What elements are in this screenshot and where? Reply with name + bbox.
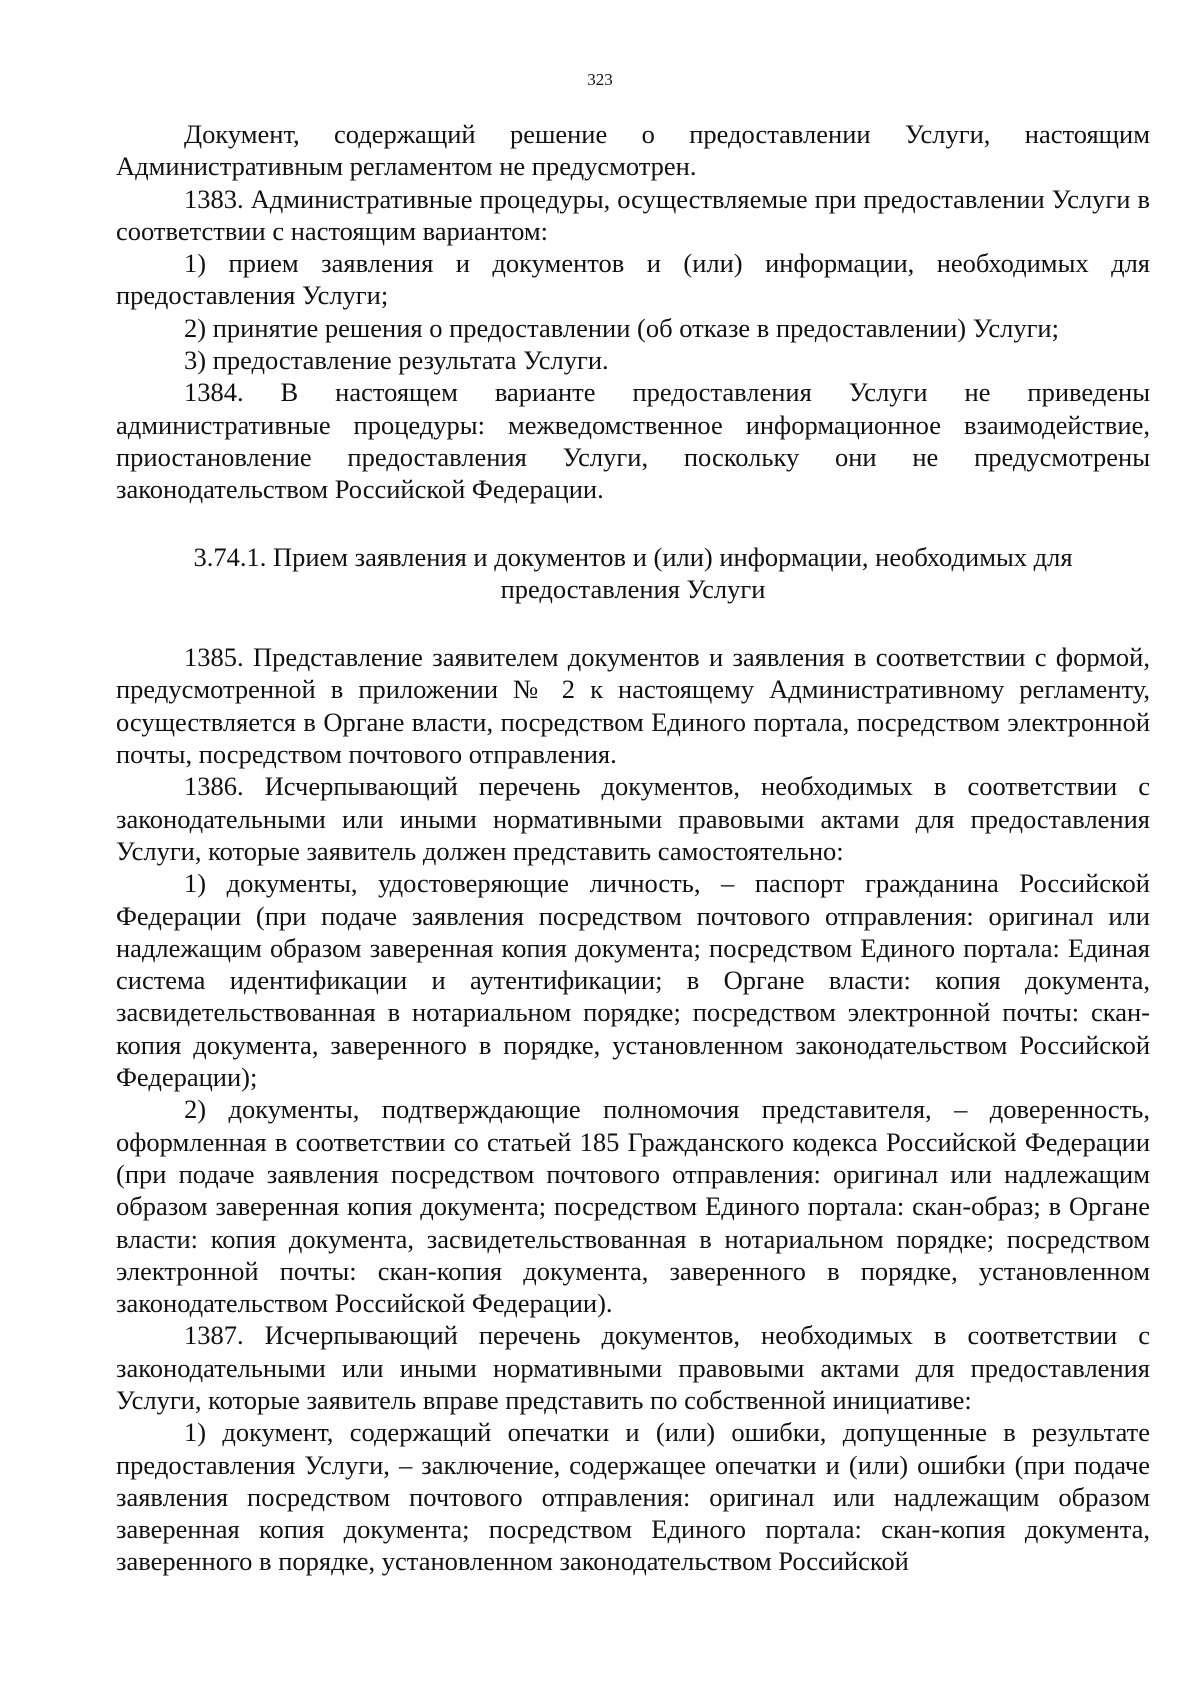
list-item: 3) предоставление результата Услуги.: [184, 345, 609, 376]
paragraph: 1386. Исчерпывающий перечень документов, необходимых в соответствии с законодательными или иными нормативными правовыми актами для предоставления Услуги, которые заявитель должен представить самостоятельно:: [116, 771, 1150, 866]
list-item: 2) принятие решения о предоставлении (об отказе в предоставлении) Услуги;: [184, 312, 1059, 343]
paragraph: 1387. Исчерпывающий перечень документов, необходимых в соответствии с законодательными или иными нормативными правовыми актами для предоставления Услуги, которые заявитель вправе представить по собственной инициативе:: [116, 1320, 1150, 1415]
page-number: 323: [587, 70, 613, 89]
list-item: 1) документ, содержащий опечатки и (или) ошибки, допущенные в результате предоставления Услуги, – заключение, содержащее опечатки и (или) ошибки (при подаче заявления посредством почтового отправления: оригинал или надлежащим образом заверенная копия документа; посредством Единого портала: скан-копия документа, заверенного в порядке, установленном законодательством Российской: [116, 1417, 1150, 1577]
list-item: 2) документы, подтверждающие полномочия представителя, – доверенность, оформленная в соответствии со статьей 185 Гражданского кодекса Российской Федерации (при подаче заявления посредством почтового отправления: оригинал или надлежащим образом заверенная копия документа; посредством Единого портала: скан-образ; в Органе власти: копия документа, засвидетельствованная в нотариальном порядке; посредством электронной почты: скан-копия документа, заверенного в порядке, установленном законодательством Российской Федерации).: [116, 1094, 1150, 1319]
document-body: [116, 118, 1150, 1578]
paragraph: 1384. В настоящем варианте предоставления Услуги не приведены административные процедуры: межведомственное информационное взаимодействие, приостановление предоставления Услуги, поскольку они не предусмотрены законодательством Российской Федерации.: [116, 377, 1150, 505]
section-heading: 3.74.1. Прием заявления и документов и (или) информации, необходимых для предоставления Услуги: [193, 541, 1073, 604]
paragraph: 1383. Административные процедуры, осуществляемые при предоставлении Услуги в соответствии с настоящим вариантом:: [116, 183, 1150, 246]
list-item: 1) прием заявления и документов и (или) информации, необходимых для предоставления Услуги;: [116, 248, 1150, 311]
paragraph: Документ, содержащий решение о предоставлении Услуги, настоящим Административным регламентом не предусмотрен.: [116, 119, 1150, 182]
list-item: 1) документы, удостоверяющие личность, – паспорт гражданина Российской Федерации (при подаче заявления посредством почтового отправления: оригинал или надлежащим образом заверенная копия документа; посредством Единого портала: Единая система идентификации и аутентификации; в Органе власти: копия документа, засвидетельствованная в нотариальном порядке; посредством электронной почты: скан-копия документа, заверенного в порядке, установленном законодательством Российской Федерации);: [116, 868, 1150, 1093]
paragraph: 1385. Представление заявителем документов и заявления в соответствии с формой, предусмотренной в приложении № 2 к настоящему Административному регламенту, осуществляется в Органе власти, посредством Единого портала, посредством электронной почты, посредством почтового отправления.: [116, 642, 1150, 770]
